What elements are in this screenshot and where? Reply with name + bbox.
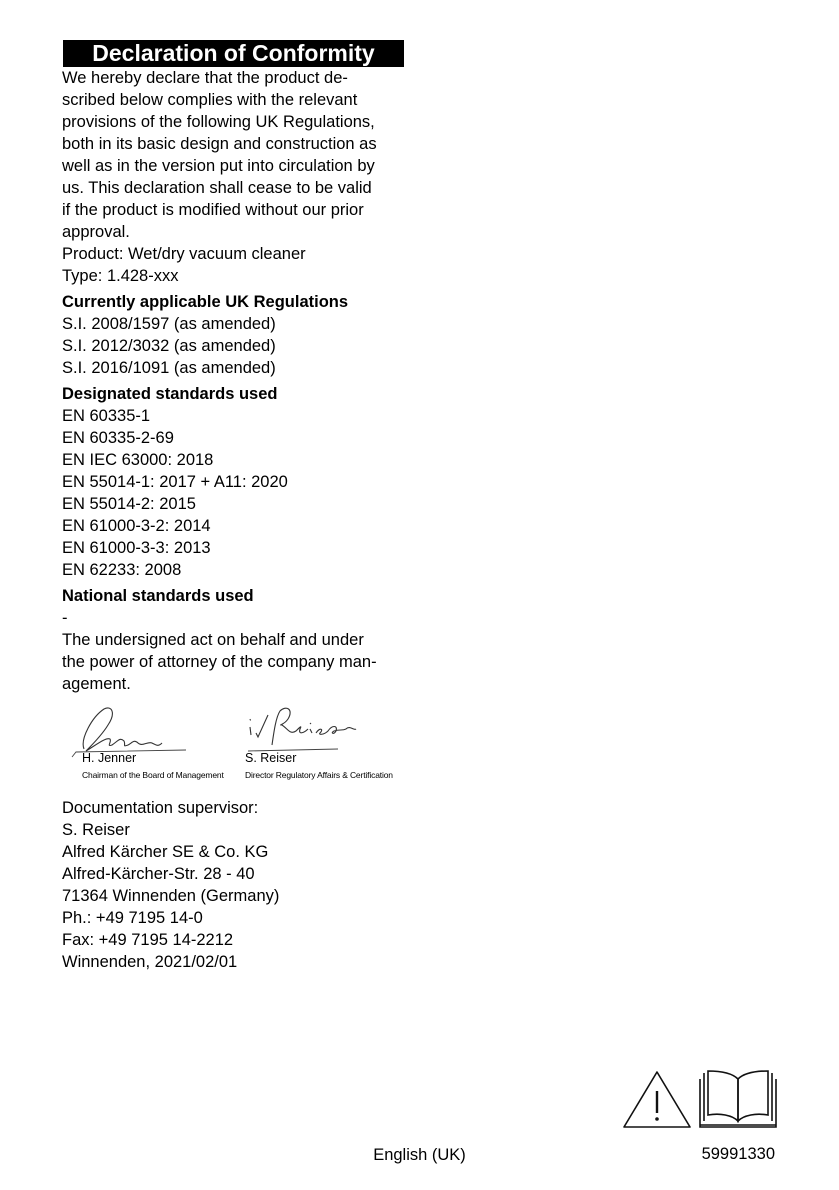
standard-item: EN 55014-1: 2017 + A11: 2020	[62, 473, 288, 491]
standard-item: EN 60335-2-69	[62, 429, 174, 447]
standard-item: EN 61000-3-3: 2013	[62, 539, 211, 557]
intro-line: approval.	[62, 223, 130, 241]
contact-line: Winnenden, 2021/02/01	[62, 953, 238, 971]
standard-item: EN 61000-3-2: 2014	[62, 517, 211, 535]
signatory-role-reiser: Director Regulatory Affairs & Certification	[245, 770, 393, 780]
footer-document-code: 59991330	[701, 1145, 775, 1163]
national-standards-value: -	[62, 609, 68, 627]
attorney-line: agement.	[62, 675, 131, 693]
intro-line: scribed below complies with the relevant	[62, 91, 358, 109]
signature-block	[62, 695, 407, 797]
warning-triangle-icon	[624, 1072, 690, 1127]
signatory-name-reiser: S. Reiser	[245, 751, 297, 765]
contact-line: Alfred-Kärcher-Str. 28 - 40	[62, 865, 255, 883]
footer-language: English (UK)	[373, 1146, 466, 1164]
intro-line: provisions of the following UK Regulations,	[62, 113, 375, 131]
footer-icons	[622, 1069, 782, 1134]
contact-line: Documentation supervisor:	[62, 799, 259, 817]
regulation-item: S.I. 2016/1091 (as amended)	[62, 359, 276, 377]
contact-line: 71364 Winnenden (Germany)	[62, 887, 280, 905]
regulations-heading: Currently applicable UK Regulations	[62, 293, 349, 311]
contact-line: Fax: +49 7195 14-2212	[62, 931, 234, 949]
contact-line: Alfred Kärcher SE & Co. KG	[62, 843, 269, 861]
declaration-column	[62, 40, 407, 973]
attorney-line: the power of attorney of the company man-	[62, 653, 377, 671]
signatory-name-jenner: H. Jenner	[82, 751, 137, 765]
intro-paragraph	[62, 67, 407, 243]
standard-item: EN 55014-2: 2015	[62, 495, 196, 513]
standards-list	[62, 405, 407, 581]
signatory-role-jenner: Chairman of the Board of Management	[82, 770, 224, 780]
regulation-item: S.I. 2008/1597 (as amended)	[62, 315, 276, 333]
intro-line: us. This declaration shall cease to be valid	[62, 179, 372, 197]
regulations-list	[62, 313, 407, 379]
open-manual-icon	[700, 1071, 776, 1127]
intro-line: We hereby declare that the product de-	[62, 69, 348, 87]
contact-line: Ph.: +49 7195 14-0	[62, 909, 203, 927]
national-standards-heading: National standards used	[62, 587, 254, 605]
intro-line: both in its basic design and construction as	[62, 135, 377, 153]
standard-item: EN 62233: 2008	[62, 561, 182, 579]
intro-line: if the product is modified without our prior	[62, 201, 364, 219]
attorney-line: The undersigned act on behalf and under	[62, 631, 364, 649]
contact-line: S. Reiser	[62, 821, 130, 839]
type-line: Type: 1.428-xxx	[62, 267, 179, 285]
standards-heading: Designated standards used	[62, 385, 278, 403]
page-title: Declaration of Conformity	[63, 40, 404, 67]
contact-block	[62, 797, 407, 973]
attorney-paragraph	[62, 629, 407, 695]
standard-item: EN IEC 63000: 2018	[62, 451, 214, 469]
standard-item: EN 60335-1	[62, 407, 151, 425]
product-line: Product: Wet/dry vacuum cleaner	[62, 245, 306, 263]
intro-line: well as in the version put into circulation by	[62, 157, 375, 175]
regulation-item: S.I. 2012/3032 (as amended)	[62, 337, 276, 355]
